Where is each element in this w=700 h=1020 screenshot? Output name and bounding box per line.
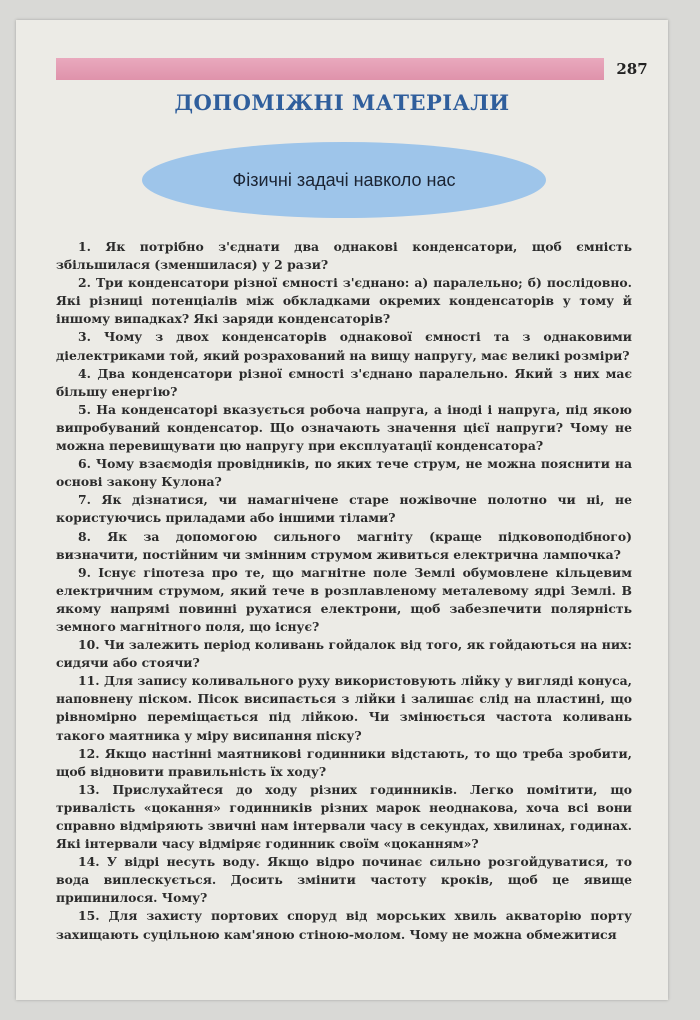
problem-11: 11. Для запису коливального руху використовують лійку у вигляді конуса, наповнену піском. Пісок висипається з лійки і залишає слід на пластині, що рівномірно переміщається під лійкою. Чи змінюється частота коливань такого маятника у міру висипання піску? xyxy=(56,673,632,743)
book-page xyxy=(16,20,668,1000)
problem-10: 10. Чи залежить період коливань гойдалок від того, як гойдаються на них: сидячи або стоячи? xyxy=(56,637,632,671)
section-heading: Фізичні задачі навколо нас xyxy=(232,169,456,190)
problem-12: 12. Якщо настінні маятникові годинники відстають, то що треба зробити, щоб відновити правильність їх ходу? xyxy=(56,745,632,779)
page-title: ДОПОМІЖНІ МАТЕРІАЛИ xyxy=(174,90,510,115)
section-oval xyxy=(142,142,546,218)
problem-3: 3. Чому з двох конденсаторів однакової ємності та з однаковими діелектриками той, який розрахований на вищу напругу, має великі розміри? xyxy=(56,329,632,363)
problem-list xyxy=(56,238,632,944)
problem-14: 14. У відрі несуть воду. Якщо відро починає сильно розгойдуватися, то вода виплескується. Досить змінити частоту кроків, щоб це явище припинилося. Чому? xyxy=(56,854,632,906)
header-bar xyxy=(56,58,604,80)
problem-15: 15. Для захисту портових споруд від морських хвиль акваторію порту захищають суцільною кам'яною стіною-молом. Чому не можна обмежитися xyxy=(56,908,632,942)
page-number: 287 xyxy=(616,60,648,78)
problem-4: 4. Два конденсатори різної ємності з'єднано паралельно. Який з них має більшу енергію? xyxy=(56,365,632,399)
problem-13: 13. Прислухайтеся до ходу різних годинників. Легко помітити, що тривалість «цокання» годинників різних марок неоднакова, хоча всі вони справно відміряють звичні нам інтервали часу в секундах, хвилинах, годинах. Які інтервали часу відміряє годинник своїм «цоканням»? xyxy=(56,781,632,852)
problem-2: 2. Три конденсатори різної ємності з'єднано: а) паралельно; б) послідовно. Які різниці потенціалів між обкладками окремих конденсаторів у тому й іншому випадках? Які заряди конденсаторів? xyxy=(56,275,632,327)
problem-1: 1. Як потрібно з'єднати два однакові конденсатори, щоб ємність збільшилася (зменшилася) у 2 рази? xyxy=(56,239,632,273)
problem-7: 7. Як дізнатися, чи намагнічене старе ножівочне полотно чи ні, не користуючись приладами або іншими тілами? xyxy=(56,492,632,526)
problem-6: 6. Чому взаємодія провідників, по яких тече струм, не можна пояснити на основі закону Кулона? xyxy=(56,456,632,490)
problem-8: 8. Як за допомогою сильного магніту (краще підковоподібного) визначити, постійним чи змінним струмом живиться електрична лампочка? xyxy=(56,528,632,562)
problem-9: 9. Існує гіпотеза про те, що магнітне поле Землі обумовлене кільцевим електричним струмом, який тече в розплавленому металевому ядрі Землі. В якому напрямі повинні рухатися електрони, щоб забезпечити полярність земного магнітного поля, що існує? xyxy=(56,564,632,634)
problem-5: 5. На конденсаторі вказується робоча напруга, а іноді і напруга, під якою випробуваний конденсатор. Що означають значення цієї напруги? Чому не можна перевищувати цю напругу при експлуатації конденсатора? xyxy=(56,401,632,454)
